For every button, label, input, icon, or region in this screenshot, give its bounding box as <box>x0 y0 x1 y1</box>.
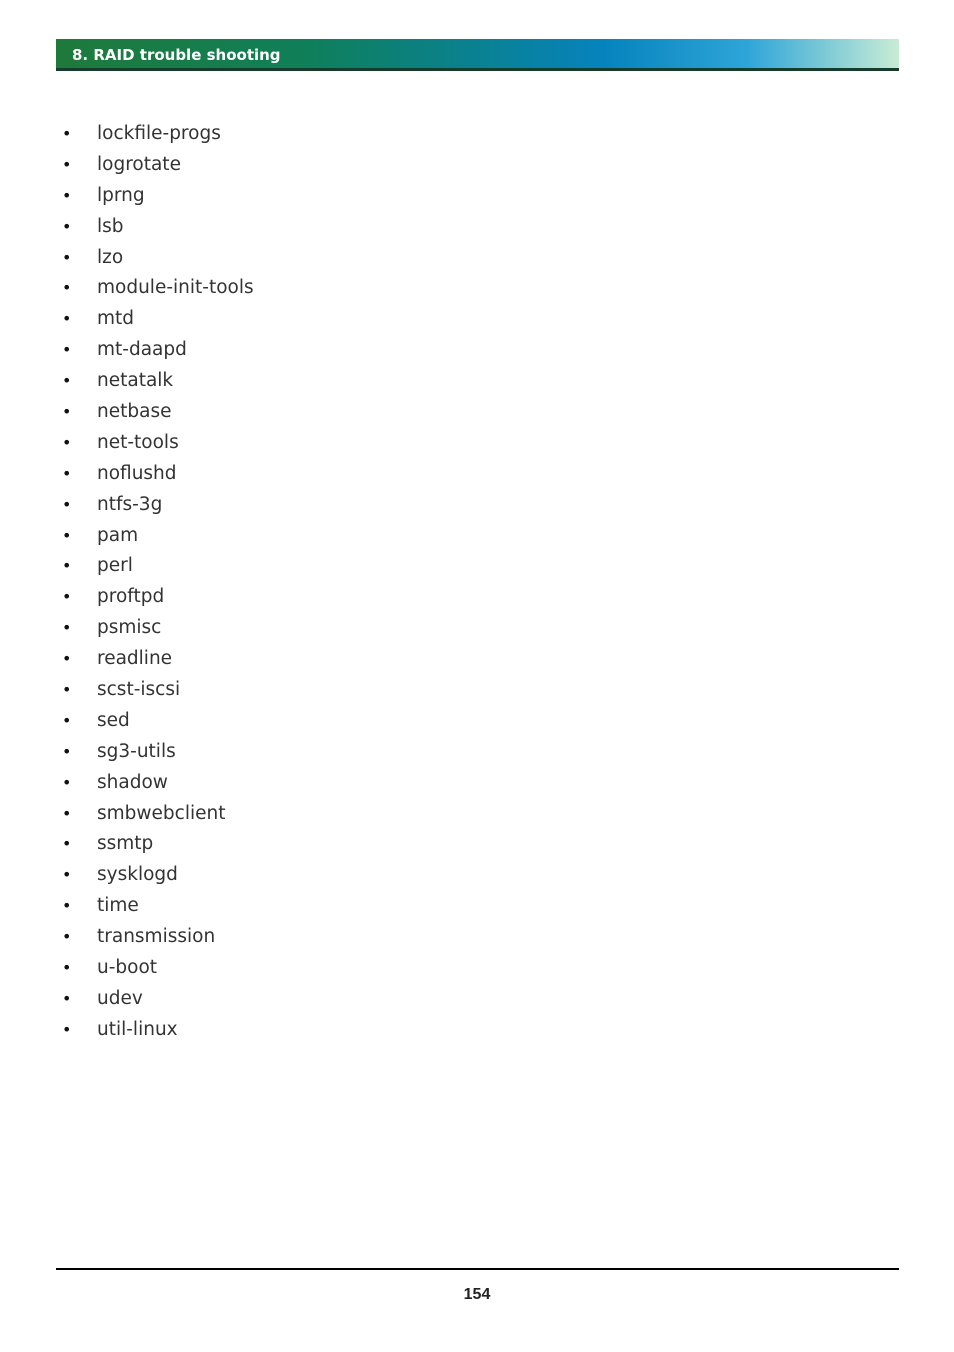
bullet-icon: • <box>62 402 72 422</box>
list-item-text: perl <box>97 555 133 577</box>
bullet-icon: • <box>62 154 72 174</box>
list-item-text: netatalk <box>97 370 174 392</box>
list-item-text: ntfs-3g <box>97 493 163 515</box>
bullet-icon: • <box>62 494 72 514</box>
bullet-icon: • <box>62 1019 72 1039</box>
list-item-text: netbase <box>97 401 172 423</box>
list-item-text: sg3-utils <box>97 740 176 762</box>
bullet-icon: • <box>62 185 72 205</box>
bullet-icon: • <box>62 618 72 638</box>
bullet-icon: • <box>62 803 72 823</box>
list-item-text: proftpd <box>97 586 165 608</box>
bullet-icon: • <box>62 525 72 545</box>
bullet-icon: • <box>62 124 72 143</box>
list-item-text: noflushd <box>97 462 177 484</box>
bullet-icon: • <box>62 741 72 761</box>
list-item-text: scst-iscsi <box>97 679 181 701</box>
list-item-text: util-linux <box>97 1018 178 1040</box>
bullet-icon: • <box>62 896 72 916</box>
list-item-text: lockfile-progs <box>97 123 221 144</box>
bullet-icon: • <box>62 309 72 329</box>
list-item-text: pam <box>97 524 139 546</box>
bullet-icon: • <box>62 649 72 669</box>
bullet-icon: • <box>62 247 72 267</box>
bullet-icon: • <box>62 834 72 854</box>
list-item-text: transmission <box>97 926 216 948</box>
bullet-icon: • <box>62 463 72 483</box>
bullet-icon: • <box>62 680 72 700</box>
bullet-icon: • <box>62 278 72 298</box>
list-item-text: logrotate <box>97 153 181 175</box>
list-item-text: module-init-tools <box>97 277 254 299</box>
bullet-icon: • <box>62 988 72 1008</box>
list-item-text: ssmtp <box>97 833 154 855</box>
bullet-icon: • <box>62 710 72 730</box>
bullet-icon: • <box>62 432 72 452</box>
section-title: 8. RAID trouble shooting <box>72 46 281 64</box>
bullet-icon: • <box>62 371 72 391</box>
list-item-text: mt-daapd <box>97 339 187 361</box>
bullet-icon: • <box>62 556 72 576</box>
bullet-icon: • <box>62 772 72 792</box>
bullet-icon: • <box>62 927 72 947</box>
list-item-text: u-boot <box>97 957 158 979</box>
list-item-text: lzo <box>97 246 124 268</box>
footer-divider <box>56 1268 899 1270</box>
list-item-text: time <box>97 895 139 917</box>
bullet-icon: • <box>62 865 72 885</box>
list-item-text: mtd <box>97 308 135 330</box>
list-item-text: lprng <box>97 184 145 206</box>
page-number: 154 <box>463 1286 491 1303</box>
list-item-text: shadow <box>97 771 168 793</box>
list-item-text: sed <box>97 709 130 731</box>
list-item-text: readline <box>97 648 173 670</box>
list-item-text: psmisc <box>97 617 162 639</box>
list-item-text: lsb <box>97 215 124 237</box>
list-item-text: udev <box>97 987 143 1009</box>
bullet-icon: • <box>62 587 72 607</box>
bullet-icon: • <box>62 340 72 360</box>
list-item-text: net-tools <box>97 431 179 453</box>
section-header-bar <box>56 39 899 71</box>
list-item-text: sysklogd <box>97 864 178 886</box>
bullet-icon: • <box>62 958 72 978</box>
list-item-text: smbwebclient <box>97 802 226 824</box>
bullet-icon: • <box>62 216 72 236</box>
